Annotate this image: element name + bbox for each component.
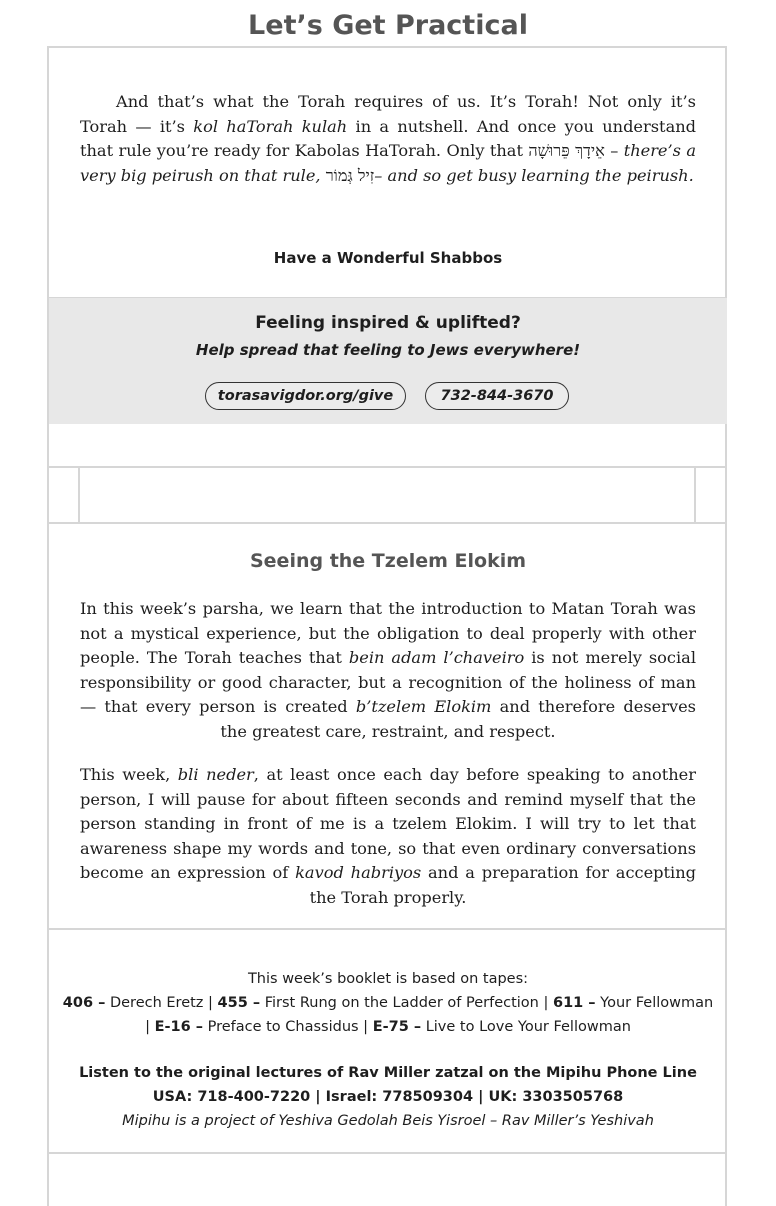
tape-separator: |	[145, 1019, 155, 1035]
phone-numbers: USA: 718-400-7220 | Israel: 778509304 | UK: 3303505768	[152, 1089, 624, 1105]
section-title: Let’s Get Practical	[248, 10, 528, 41]
donate-website-link[interactable]: torasavigdor.org/give	[205, 382, 406, 410]
tape-separator: |	[358, 1019, 373, 1035]
intro-paragraph	[80, 90, 696, 188]
intro-text: And that’s what the Torah requires of us. It’s Torah! Not only it’s Torah — it’s	[80, 92, 696, 136]
tape-title: Preface to Chassidus	[202, 1019, 359, 1035]
intro-text: in a nutshell. And once you understand that rule you’re ready for Kabolas HaTorah. Only that	[80, 116, 697, 160]
banner-subheading: Help spread that feeling to Jews everywhere!	[195, 341, 581, 359]
tape-credits	[0, 967, 776, 1039]
para-text: In this week’s parsha, we learn that the introduction to Matan Torah was not a mystical experience, but the obligation to deal properly with other people. The Torah teaches that	[80, 599, 696, 667]
hebrew-phrase: אֵידָךְ פֵּרוּשָׁה	[528, 141, 605, 160]
tape-separator: |	[538, 995, 553, 1011]
hebrew-phrase: זִיל גְּמוֹר	[325, 165, 375, 185]
para-italic: bein adam l’chaveiro	[348, 648, 525, 667]
divider	[47, 928, 727, 930]
intro-italic: – and so get busy learning the peirush.	[374, 165, 694, 185]
tape-title: First Rung on the Ladder of Perfection	[260, 995, 539, 1011]
para-text: is not merely social responsibility or good character, but a recognition of the holiness of man — that every person is created	[80, 648, 696, 716]
project-line: Mipihu is a project of Yeshiva Gedolah Beis Yisroel – Rav Miller’s Yeshivah	[122, 1113, 654, 1129]
section-subtitle: Seeing the Tzelem Elokim	[249, 550, 527, 572]
intro-italic: there’s a very big peirush on that rule,	[80, 141, 697, 185]
tape-number: E-75 –	[372, 1019, 422, 1035]
donation-banner	[49, 298, 727, 424]
tape-title: Your Fellowman	[595, 995, 714, 1011]
tape-title: Live to Love Your Fellowman	[421, 1019, 631, 1035]
tape-number: 611 –	[552, 995, 596, 1011]
para-italic: kavod habriyos	[295, 863, 422, 882]
intro-text: –	[604, 141, 624, 160]
credits-heading: This week’s booklet is based on tapes:	[247, 971, 529, 987]
phone-line-info	[0, 1061, 776, 1133]
tape-title: Derech Eretz	[105, 995, 204, 1011]
para-text: This week,	[80, 765, 178, 784]
para-text: , at least once each day before speaking to another person, I will pause for about fifteen seconds and remind myself that the person standing in front of me is a tzelem Elokim. I will try to let that awareness shape my words and tone, so that even ordinary conversations become an expression of	[80, 765, 696, 882]
para-text: and therefore deserves the greatest care, restraint, and respect.	[220, 697, 696, 741]
listen-line: Listen to the original lectures of Rav Miller zatzal on the Mipihu Phone Line	[79, 1065, 697, 1081]
practical-paragraph-1	[80, 597, 696, 744]
divider	[47, 1152, 727, 1154]
signoff: Have a Wonderful Shabbos	[273, 249, 503, 267]
donate-phone-link[interactable]: 732-844-3670	[425, 382, 569, 410]
intro-italic: kol haTorah kulah	[193, 116, 348, 136]
section-header-box	[49, 467, 727, 523]
tape-number: 406 –	[62, 995, 106, 1011]
tape-separator: |	[203, 995, 218, 1011]
tape-number: E-16 –	[154, 1019, 203, 1035]
tape-number: 455 –	[217, 995, 261, 1011]
para-text: and a preparation for accepting the Torah properly.	[309, 863, 696, 907]
practical-paragraph-2	[80, 763, 696, 910]
section-header-inner	[78, 467, 696, 523]
para-italic: b’tzelem Elokim	[355, 697, 492, 716]
tape-list	[0, 991, 776, 1039]
para-italic: bli neder	[177, 765, 254, 784]
banner-heading: Feeling inspired & uplifted?	[255, 313, 521, 333]
